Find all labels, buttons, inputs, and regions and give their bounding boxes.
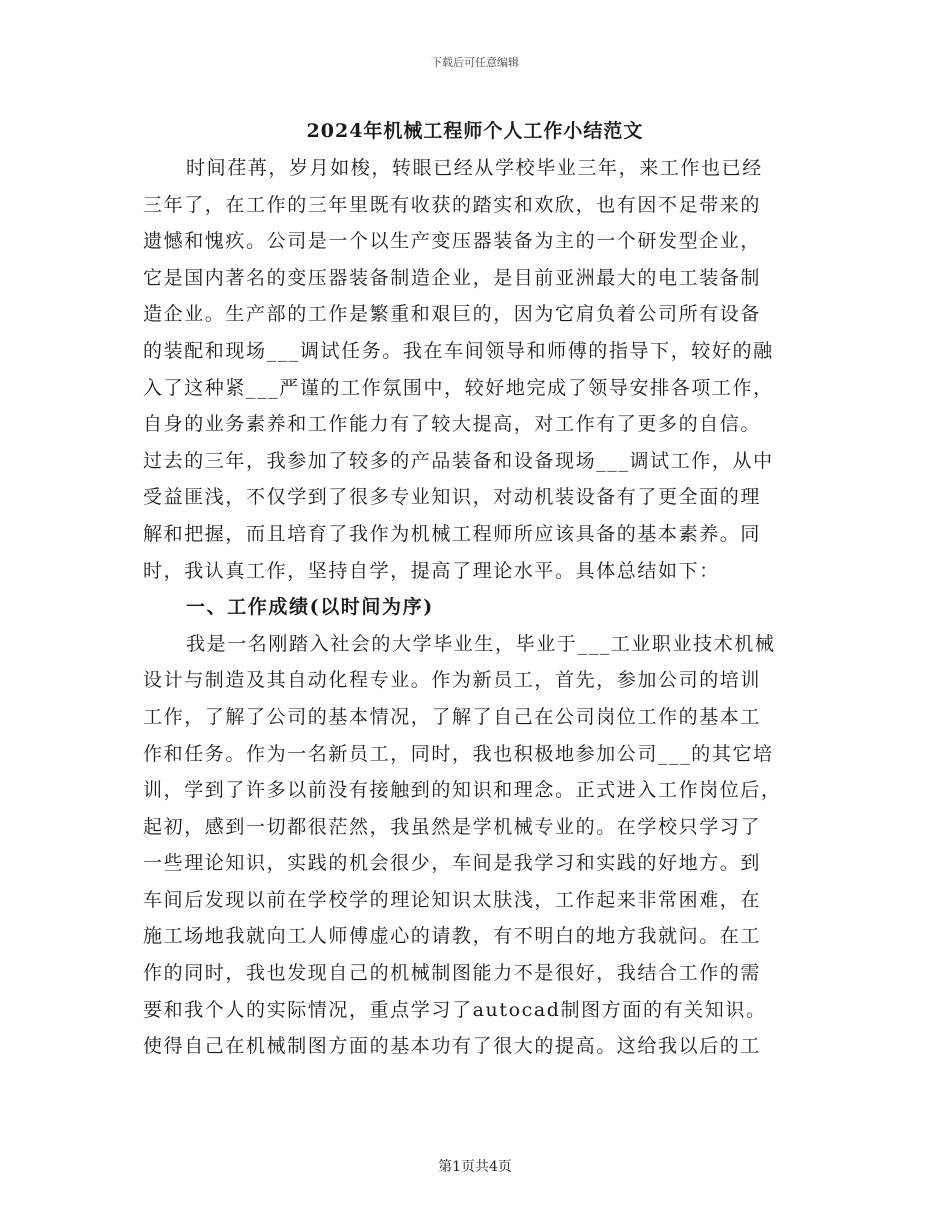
paragraph-line: 施工场地我就向工人师傅虚心的请教，有不明白的地方我就问。在工: [143, 925, 762, 948]
section-heading: 一、工作成绩(以时间为序): [186, 596, 434, 619]
paragraph-line: 入了这种紧___严谨的工作氛围中，较好地完成了领导安排各项工作，: [143, 376, 774, 399]
paragraph-line: 我是一名刚踏入社会的大学毕业生，毕业于___工业职业技术机械: [186, 632, 776, 655]
paragraph-line: 训，学到了许多以前没有接触到的知识和理念。正式进入工作岗位后，: [143, 779, 782, 802]
document-title: 2024年机械工程师个人工作小结范文: [306, 120, 644, 142]
paragraph-line: 受益匪浅，不仅学到了很多专业知识，对动机装设备有了更全面的理: [143, 486, 762, 509]
paragraph-line: 作和任务。作为一名新员工，同时，我也积极地参加公司___的其它培: [143, 742, 774, 765]
paragraph-line: 作的同时，我也发现自己的机械制图能力不是很好，我结合工作的需: [143, 962, 762, 985]
paragraph-line: 的装配和现场___调试任务。我在车间领导和师傅的指导下，较好的融: [143, 339, 774, 362]
paragraph-line: 设计与制造及其自动化程专业。作为新员工，首先，参加公司的培训: [143, 669, 762, 692]
paragraph-line: 它是国内著名的变压器装备制造企业，是目前亚洲最大的电工装备制: [143, 266, 762, 289]
paragraph-line: 工作，了解了公司的基本情况，了解了自己在公司岗位工作的基本工: [143, 705, 762, 728]
paragraph-line: 使得自己在机械制图方面的基本功有了很大的提高。这给我以后的工: [143, 1035, 762, 1058]
header-note: 下载后可任意编辑: [431, 56, 519, 69]
paragraph-line: 过去的三年，我参加了较多的产品装备和设备现场___调试工作，从中: [143, 449, 774, 472]
paragraph-line: 三年了，在工作的三年里既有收获的踏实和欢欣，也有因不足带来的: [143, 193, 762, 216]
paragraph-line: 造企业。生产部的工作是繁重和艰巨的，因为它肩负着公司所有设备: [143, 303, 762, 326]
document-body: [143, 150, 807, 1065]
paragraph-line: 车间后发现以前在学校学的理论知识太肤浅，工作起来非常困难，在: [143, 888, 762, 911]
paragraph-line: 一些理论知识，实践的机会很少，车间是我学习和实践的好地方。到: [143, 852, 762, 875]
paragraph-line: 自身的业务素养和工作能力有了较大提高，对工作有了更多的自信。: [143, 413, 762, 436]
paragraph-line: 解和把握，而且培育了我作为机械工程师所应该具备的基本素养。同: [143, 522, 762, 545]
paragraph-line: 时间荏苒，岁月如梭，转眼已经从学校毕业三年，来工作也已经: [186, 157, 763, 179]
paragraph-line: 起初，感到一切都很茫然，我虽然是学机械专业的。在学校只学习了: [143, 815, 762, 838]
paragraph-line: 要和我个人的实际情况，重点学习了autocad制图方面的有关知识。: [143, 998, 767, 1021]
paragraph-line: 遗憾和愧疚。公司是一个以生产变压器装备为主的一个研发型企业，: [143, 230, 762, 253]
page-footer: 第1页共4页: [438, 1159, 512, 1175]
paragraph-line: 时，我认真工作，坚持自学，提高了理论水平。具体总结如下：: [143, 559, 720, 582]
